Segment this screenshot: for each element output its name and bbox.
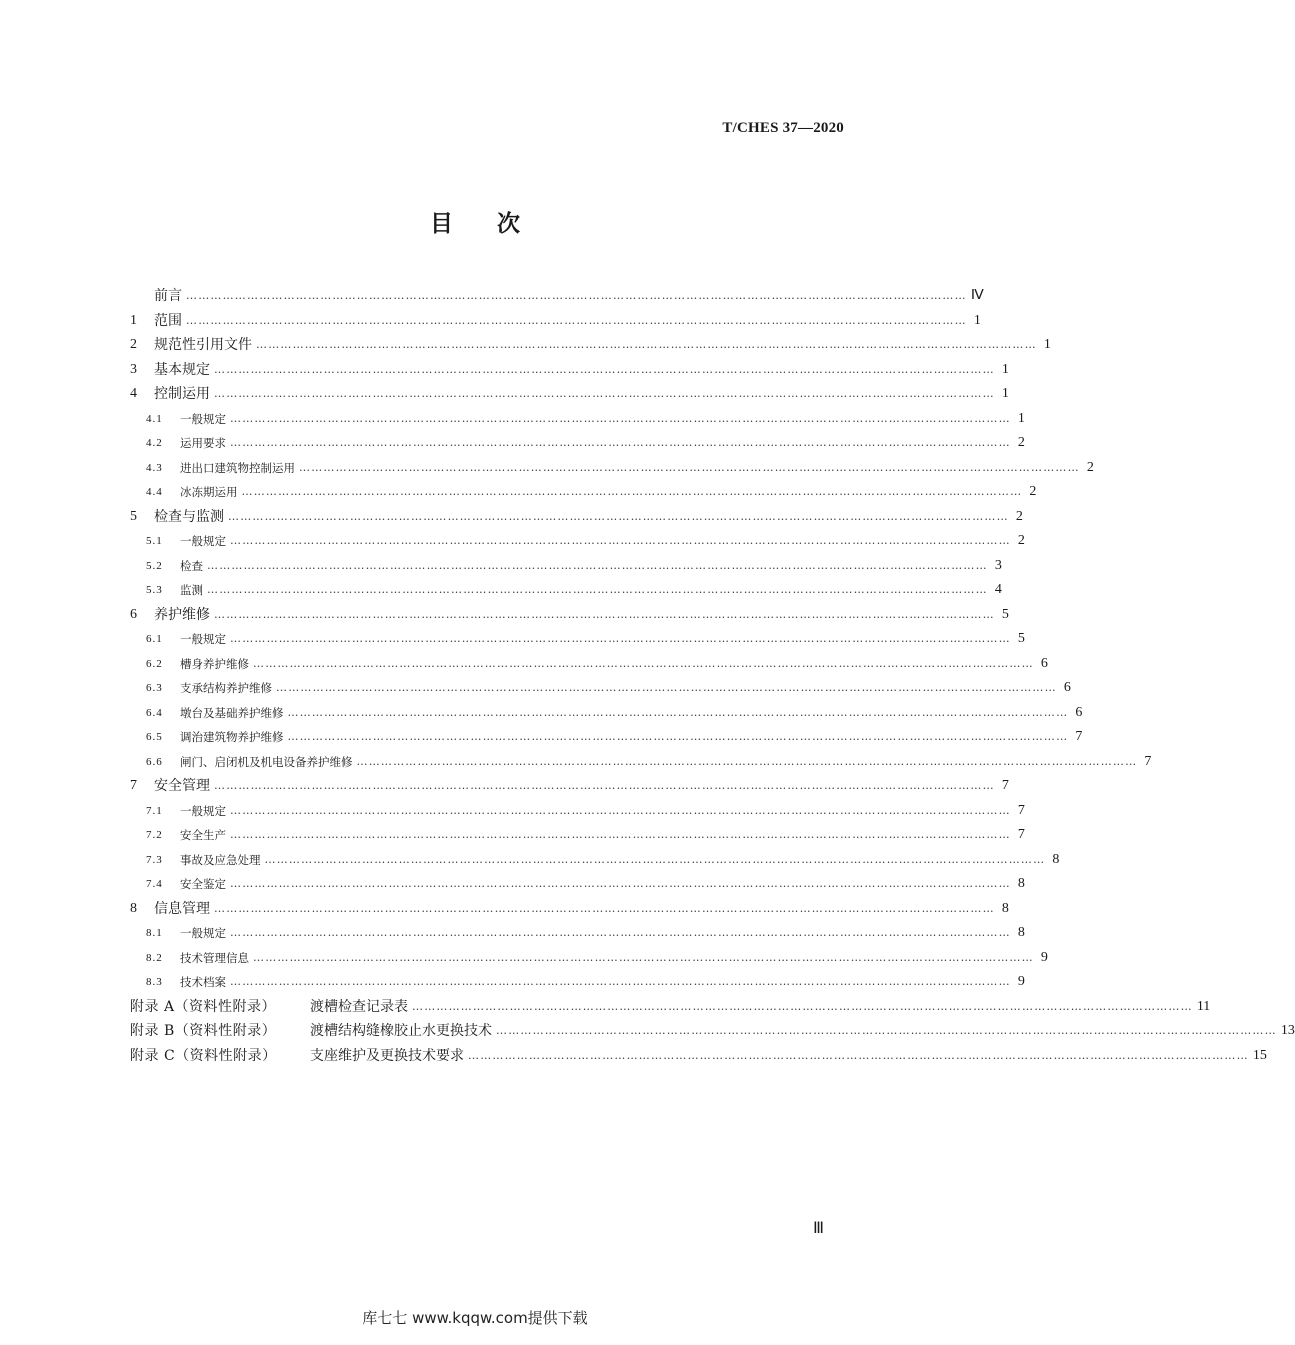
toc-entry-title: 养护维修 bbox=[154, 606, 210, 623]
toc-entry-number: 4.1 bbox=[146, 412, 163, 425]
toc-entry-number: 6 bbox=[130, 606, 137, 622]
toc-entry-title: 基本规定 bbox=[154, 361, 210, 378]
page-number: Ⅲ bbox=[813, 1220, 825, 1237]
toc-entry-title: 渡槽检查记录表 bbox=[310, 998, 408, 1015]
toc-entry-number: 1 bbox=[130, 312, 137, 328]
toc-entry-number: 5.3 bbox=[146, 584, 163, 596]
toc-entry-page: 7 bbox=[1144, 753, 1152, 769]
toc-entry-title: 控制运用 bbox=[154, 386, 210, 402]
toc-dot-leader: ………………………………………………………………………………………………………………………………………………………………………… bbox=[276, 681, 1057, 694]
toc-entry-title: 检查 bbox=[180, 558, 203, 573]
toc-entry-page: 7 bbox=[1017, 827, 1025, 842]
toc-entry[interactable] bbox=[130, 676, 1071, 701]
toc-entry-number: 7.1 bbox=[146, 804, 163, 817]
toc-entry-page: 8 bbox=[1001, 900, 1009, 916]
toc-dot-leader: ………………………………………………………………………………………………………………………………………………………………………… bbox=[264, 852, 1046, 866]
toc-dot-leader: ………………………………………………………………………………………………………………………………………………………………………… bbox=[468, 1048, 1249, 1062]
toc-entry-number: 8.2 bbox=[146, 951, 163, 964]
toc-dot-leader: ………………………………………………………………………………………………………………………………………………………………………… bbox=[230, 926, 1011, 939]
toc-entry-page: 6 bbox=[1040, 655, 1048, 671]
toc-entry[interactable] bbox=[130, 823, 1025, 848]
table-of-contents bbox=[130, 284, 1295, 1068]
page-title: 目次 bbox=[430, 210, 564, 237]
toc-entry[interactable] bbox=[130, 358, 1009, 383]
toc-dot-leader: ………………………………………………………………………………………………………………………………………………………………………… bbox=[412, 999, 1193, 1013]
toc-entry-title: 运用要求 bbox=[180, 436, 226, 450]
toc-entry-number: 附录 B（资料性附录） bbox=[130, 1023, 277, 1039]
toc-dot-leader: ………………………………………………………………………………………………………………………………………………………………………… bbox=[207, 583, 988, 596]
toc-dot-leader: ………………………………………………………………………………………………………………………………………………………………………… bbox=[207, 558, 988, 572]
toc-entry[interactable] bbox=[130, 750, 1152, 775]
toc-entry[interactable] bbox=[130, 456, 1094, 481]
toc-entry-number: 6.2 bbox=[146, 657, 163, 670]
toc-dot-leader: ………………………………………………………………………………………………………………………………………………………………………… bbox=[214, 901, 995, 915]
toc-entry-title: 支座维护及更换技术要求 bbox=[310, 1047, 464, 1064]
toc-dot-leader: ………………………………………………………………………………………………………………………………………………………………………… bbox=[230, 877, 1011, 890]
toc-entry-number: 4.4 bbox=[146, 486, 163, 498]
toc-entry[interactable] bbox=[130, 970, 1025, 995]
toc-entry-number: 8.1 bbox=[146, 927, 163, 939]
toc-entry-number: 8.3 bbox=[146, 976, 163, 988]
toc-entry[interactable] bbox=[130, 701, 1083, 726]
toc-entry[interactable] bbox=[130, 848, 1060, 873]
toc-entry-title: 规范性引用文件 bbox=[154, 337, 252, 353]
toc-entry-number: 6.5 bbox=[146, 731, 163, 743]
toc-entry-number: 5.2 bbox=[146, 559, 163, 572]
toc-entry-title: 调治建筑物养护维修 bbox=[180, 730, 284, 744]
toc-entry-number: 5.1 bbox=[146, 535, 163, 547]
toc-dot-leader: ………………………………………………………………………………………………………………………………………………………………………… bbox=[256, 338, 1037, 351]
standard-code: T/CHES 37—2020 bbox=[722, 120, 844, 136]
toc-entry-number: 3 bbox=[130, 361, 137, 377]
toc-entry[interactable] bbox=[130, 897, 1009, 922]
toc-entry-page: 7 bbox=[1075, 729, 1083, 744]
toc-dot-leader: ………………………………………………………………………………………………………………………………………………………………………… bbox=[287, 730, 1069, 743]
toc-entry[interactable] bbox=[130, 774, 1009, 799]
toc-entry-title: 信息管理 bbox=[154, 900, 210, 917]
toc-dot-leader: ………………………………………………………………………………………………………………………………………………………………………… bbox=[230, 632, 1011, 645]
toc-entry[interactable] bbox=[130, 872, 1025, 897]
toc-entry-page: 1 bbox=[973, 312, 981, 328]
toc-entry-title: 监测 bbox=[180, 583, 203, 597]
toc-dot-leader: ………………………………………………………………………………………………………………………………………………………………………… bbox=[230, 828, 1011, 841]
toc-entry-number: 6.6 bbox=[146, 755, 163, 768]
toc-entry-page: 5 bbox=[1017, 631, 1025, 646]
toc-entry[interactable] bbox=[130, 725, 1083, 750]
toc-entry-title: 进出口建筑物控制运用 bbox=[180, 460, 295, 475]
toc-entry-title: 前言 bbox=[154, 288, 182, 304]
toc-dot-leader: ………………………………………………………………………………………………………………………………………………………………………… bbox=[253, 950, 1034, 964]
toc-entry-page: 13 bbox=[1280, 1023, 1295, 1038]
toc-entry-number: 6.4 bbox=[146, 706, 163, 719]
toc-dot-leader: ………………………………………………………………………………………………………………………………………………………………………… bbox=[230, 436, 1011, 449]
toc-entry[interactable] bbox=[130, 603, 1009, 628]
toc-entry-title: 安全生产 bbox=[180, 828, 226, 842]
toc-entry-page: 6 bbox=[1075, 704, 1083, 720]
toc-entry[interactable] bbox=[130, 1019, 1295, 1044]
toc-entry-title: 一般规定 bbox=[180, 534, 226, 548]
toc-entry-page: 1 bbox=[1001, 386, 1009, 401]
toc-entry-page: 1 bbox=[1043, 337, 1051, 352]
toc-entry-number: 7.3 bbox=[146, 853, 163, 866]
toc-entry[interactable] bbox=[130, 1044, 1267, 1069]
toc-entry[interactable] bbox=[130, 578, 1002, 603]
toc-entry[interactable] bbox=[130, 799, 1025, 824]
toc-entry[interactable] bbox=[130, 995, 1211, 1020]
toc-entry-page: 1 bbox=[1001, 361, 1009, 377]
toc-entry-number: 4 bbox=[130, 386, 137, 401]
toc-dot-leader: ………………………………………………………………………………………………………………………………………………………………………… bbox=[230, 411, 1011, 425]
toc-dot-leader: ………………………………………………………………………………………………………………………………………………………………………… bbox=[356, 754, 1138, 768]
toc-entry-number: 附录 A（资料性附录） bbox=[130, 998, 277, 1015]
toc-entry-title: 技术档案 bbox=[180, 975, 226, 989]
toc-entry-page: 7 bbox=[1017, 802, 1025, 818]
toc-dot-leader: ………………………………………………………………………………………………………………………………………………………………………… bbox=[230, 975, 1011, 988]
toc-entry[interactable] bbox=[130, 480, 1037, 505]
toc-entry-number: 6.1 bbox=[146, 633, 163, 645]
toc-entry-title: 安全管理 bbox=[154, 778, 210, 794]
toc-entry-page: 9 bbox=[1040, 949, 1048, 965]
toc-entry-page: Ⅳ bbox=[970, 288, 984, 303]
toc-entry[interactable] bbox=[130, 407, 1025, 432]
toc-entry[interactable] bbox=[130, 284, 984, 309]
toc-dot-leader: ………………………………………………………………………………………………………………………………………………………………………… bbox=[186, 313, 967, 327]
toc-entry-title: 墩台及基础养护维修 bbox=[180, 705, 284, 720]
toc-entry[interactable] bbox=[130, 309, 981, 334]
toc-entry-number: 5 bbox=[130, 508, 137, 524]
toc-dot-leader: ………………………………………………………………………………………………………………………………………………………………………… bbox=[214, 607, 995, 621]
toc-dot-leader: ………………………………………………………………………………………………………………………………………………………………………… bbox=[214, 779, 995, 792]
toc-entry-page: 15 bbox=[1252, 1047, 1267, 1063]
toc-entry-page: 2 bbox=[1017, 435, 1025, 450]
toc-dot-leader: ………………………………………………………………………………………………………………………………………………………………………… bbox=[214, 387, 995, 400]
toc-entry-page: 8 bbox=[1017, 925, 1025, 940]
toc-entry-page: 2 bbox=[1086, 459, 1094, 475]
toc-entry[interactable] bbox=[130, 921, 1025, 946]
toc-entry-title: 安全鉴定 bbox=[180, 877, 226, 891]
toc-entry-page: 1 bbox=[1017, 410, 1025, 426]
toc-dot-leader: ………………………………………………………………………………………………………………………………………………………………………… bbox=[287, 705, 1069, 719]
toc-entry-number: 6.3 bbox=[146, 682, 163, 694]
download-watermark: 库七七 www.kqqw.com提供下载 bbox=[362, 1309, 588, 1327]
toc-entry[interactable] bbox=[130, 431, 1025, 456]
toc-dot-leader: ………………………………………………………………………………………………………………………………………………………………………… bbox=[228, 509, 1009, 523]
toc-entry-number: 4.3 bbox=[146, 461, 163, 474]
toc-dot-leader: ………………………………………………………………………………………………………………………………………………………………………… bbox=[214, 362, 995, 376]
toc-entry-title: 槽身养护维修 bbox=[180, 656, 249, 671]
toc-entry-number: 7.4 bbox=[146, 878, 163, 890]
toc-entry-title: 闸门、启闭机及机电设备养护维修 bbox=[180, 754, 353, 769]
toc-entry-title: 技术管理信息 bbox=[180, 950, 249, 965]
toc-entry[interactable] bbox=[130, 333, 1051, 358]
toc-entry-page: 6 bbox=[1063, 680, 1071, 695]
toc-entry-number: 7.2 bbox=[146, 829, 163, 841]
toc-entry-title: 渡槽结构缝橡胶止水更换技术 bbox=[310, 1023, 492, 1039]
toc-entry[interactable] bbox=[130, 554, 1002, 579]
toc-dot-leader: ………………………………………………………………………………………………………………………………………………………………………… bbox=[230, 803, 1011, 817]
toc-dot-leader: ………………………………………………………………………………………………………………………………………………………………………… bbox=[299, 460, 1080, 474]
toc-entry-page: 3 bbox=[994, 557, 1002, 573]
toc-dot-leader: ………………………………………………………………………………………………………………………………………………………………………… bbox=[496, 1024, 1277, 1037]
toc-entry-page: 2 bbox=[1015, 508, 1023, 524]
toc-entry-title: 一般规定 bbox=[180, 803, 226, 818]
toc-entry-page: 5 bbox=[1001, 606, 1009, 622]
toc-entry-number: 8 bbox=[130, 900, 137, 916]
toc-entry[interactable] bbox=[130, 652, 1048, 677]
toc-entry[interactable] bbox=[130, 627, 1025, 652]
toc-entry-title: 支承结构养护维修 bbox=[180, 681, 272, 695]
toc-entry-page: 8 bbox=[1052, 851, 1060, 867]
toc-entry[interactable] bbox=[130, 382, 1009, 407]
toc-dot-leader: ………………………………………………………………………………………………………………………………………………………………………… bbox=[253, 656, 1034, 670]
toc-entry-page: 4 bbox=[994, 582, 1002, 597]
toc-entry-number: 2 bbox=[130, 337, 137, 352]
toc-entry-title: 事故及应急处理 bbox=[180, 852, 261, 867]
toc-dot-leader: ………………………………………………………………………………………………………………………………………………………………………… bbox=[186, 289, 967, 302]
toc-entry-page: 2 bbox=[1029, 484, 1037, 499]
toc-entry-title: 一般规定 bbox=[180, 632, 226, 646]
toc-entry-page: 7 bbox=[1001, 778, 1009, 793]
toc-entry-page: 8 bbox=[1017, 876, 1025, 891]
toc-entry-page: 11 bbox=[1196, 998, 1211, 1014]
toc-entry-title: 范围 bbox=[154, 312, 182, 329]
toc-entry-number: 7 bbox=[130, 778, 137, 793]
toc-dot-leader: ………………………………………………………………………………………………………………………………………………………………………… bbox=[241, 485, 1023, 498]
toc-entry-title: 冰冻期运用 bbox=[180, 485, 238, 499]
toc-entry-page: 9 bbox=[1017, 974, 1025, 989]
toc-entry-title: 检查与监测 bbox=[154, 508, 224, 525]
toc-dot-leader: ………………………………………………………………………………………………………………………………………………………………………… bbox=[230, 534, 1011, 547]
toc-entry-title: 一般规定 bbox=[180, 926, 226, 940]
toc-entry[interactable] bbox=[130, 529, 1025, 554]
toc-entry-page: 2 bbox=[1017, 533, 1025, 548]
toc-entry[interactable] bbox=[130, 946, 1048, 971]
toc-entry-number: 附录 C（资料性附录） bbox=[130, 1047, 277, 1064]
toc-entry-title: 一般规定 bbox=[180, 411, 226, 426]
toc-entry-number: 4.2 bbox=[146, 437, 163, 449]
toc-entry[interactable] bbox=[130, 505, 1023, 530]
